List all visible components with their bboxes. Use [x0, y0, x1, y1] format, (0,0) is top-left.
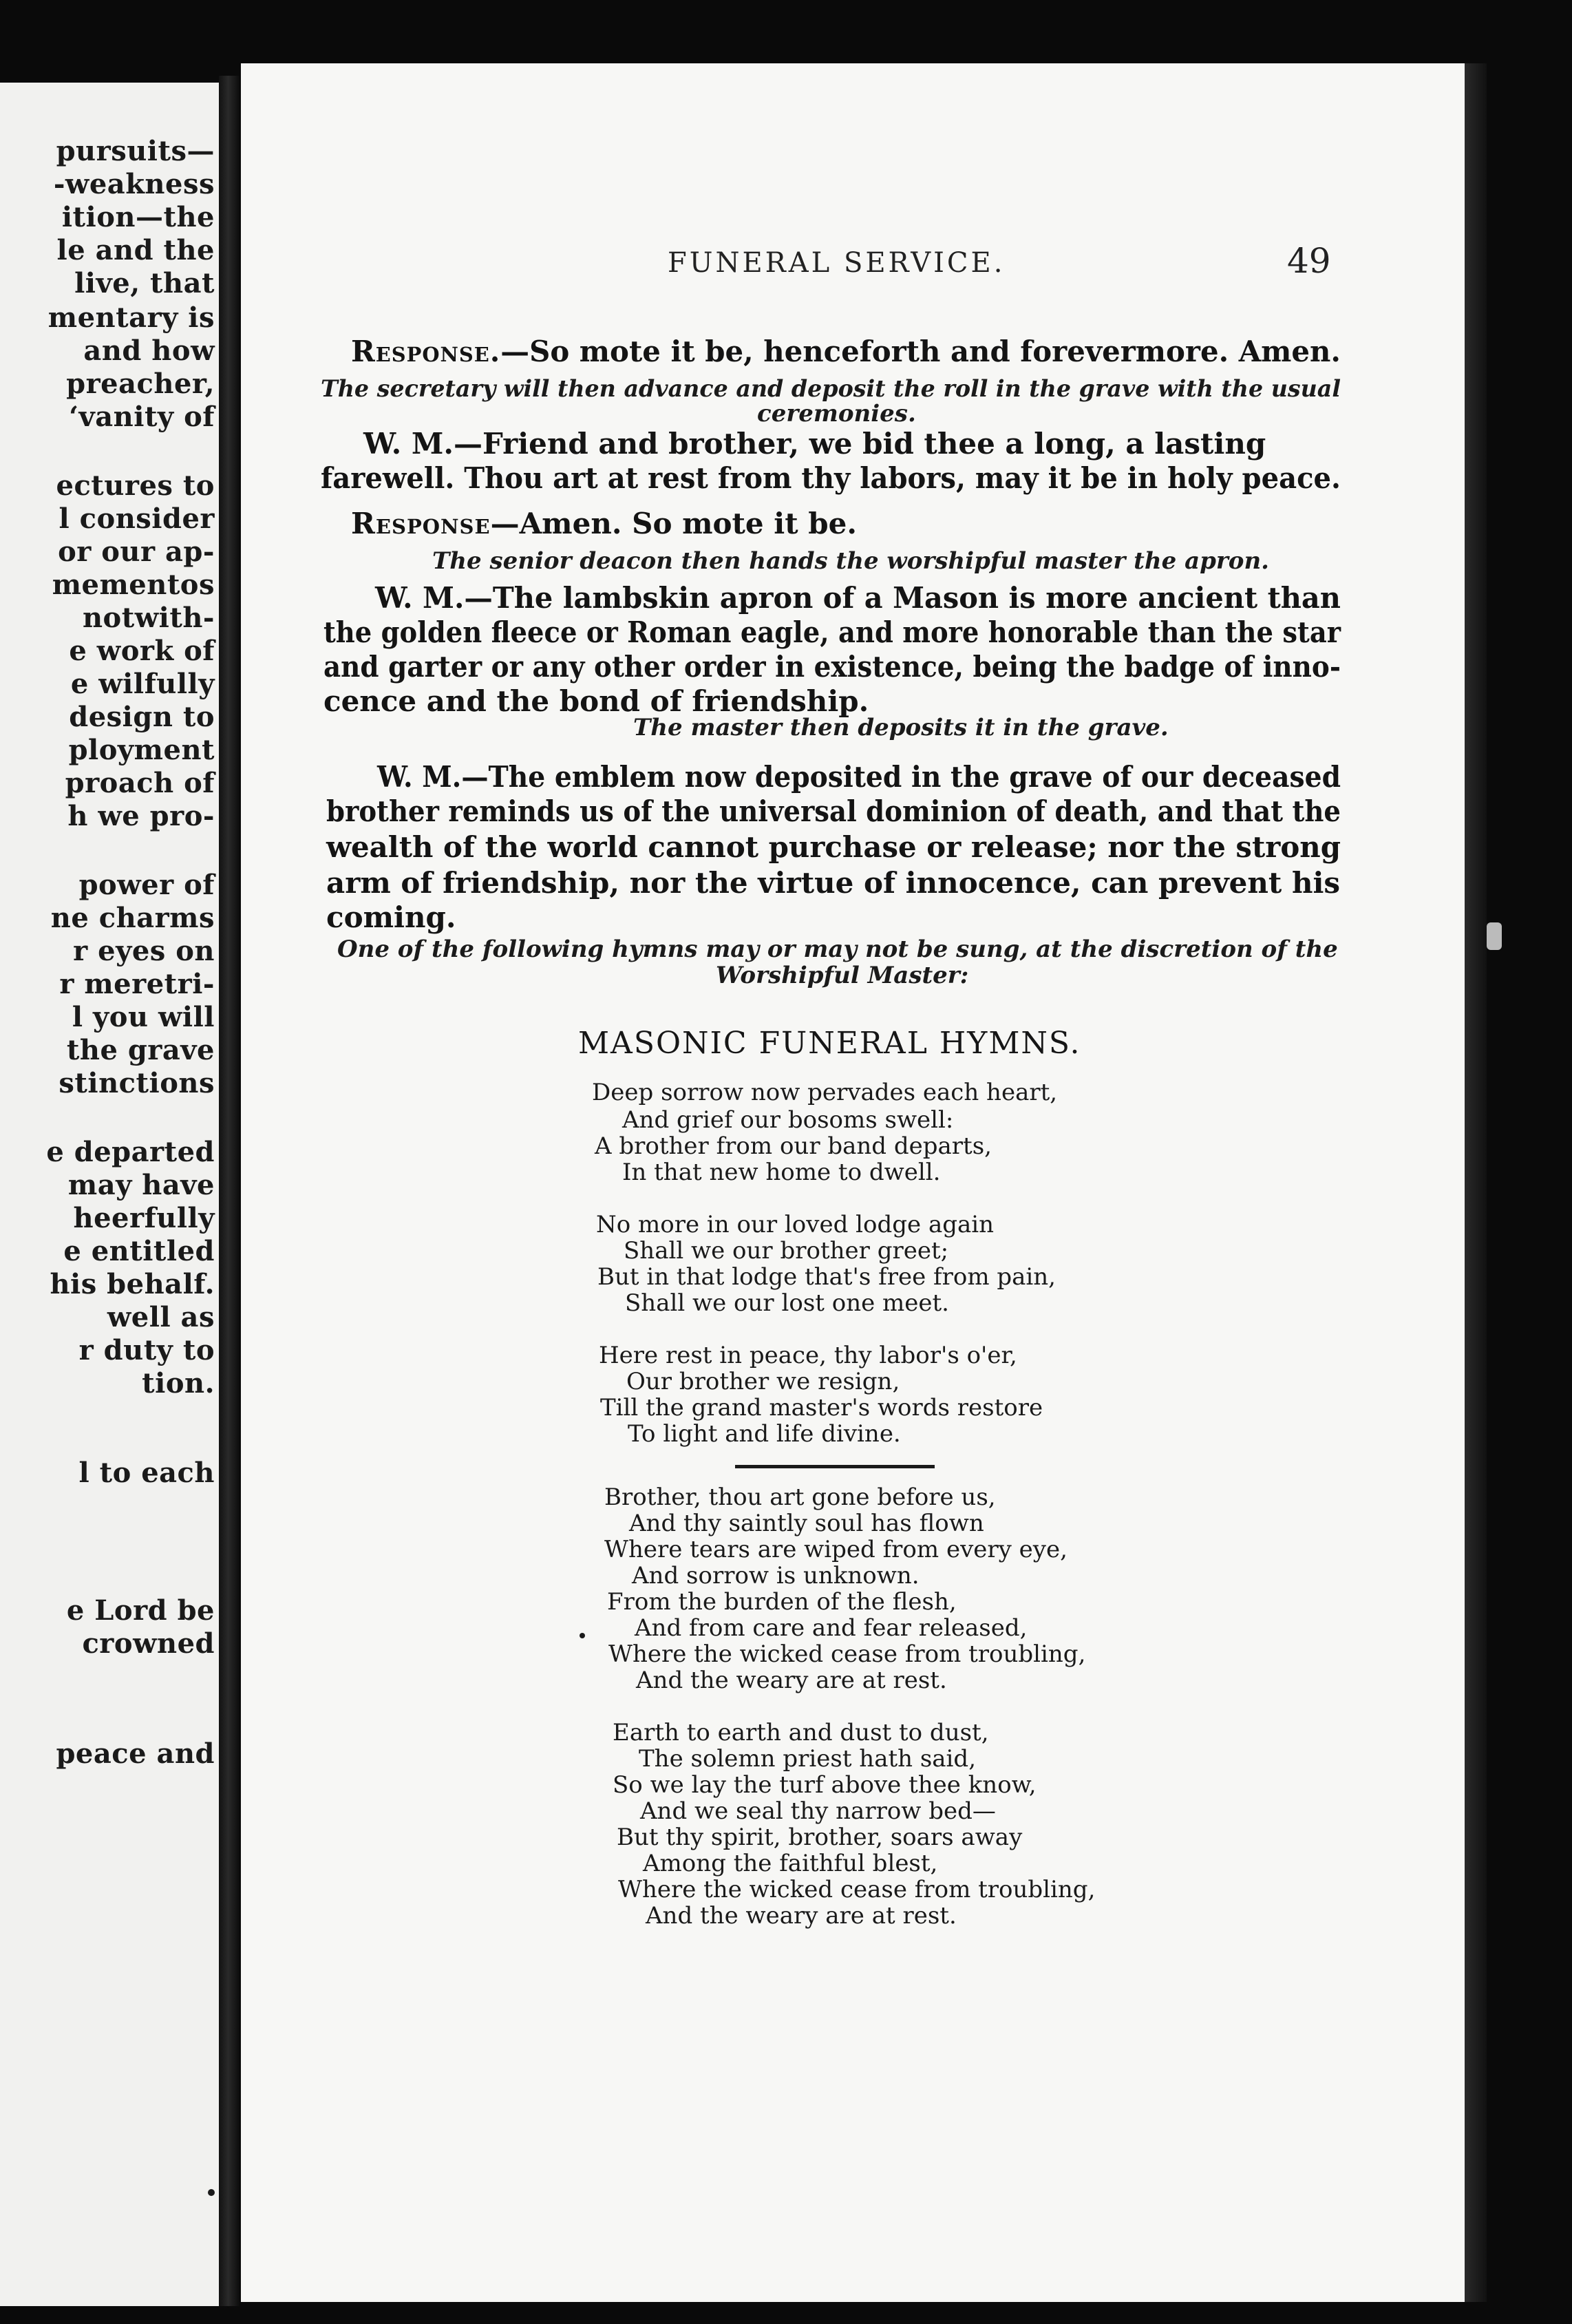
left-page-line: mentary is [47, 302, 215, 334]
stage-direction: Worshipful Master: [716, 962, 969, 989]
left-page-line: ition—the [61, 201, 215, 233]
hymn-line: Where the wicked cease from troubling, [608, 1640, 1086, 1668]
hymn-line: And the weary are at rest. [646, 1902, 957, 1930]
left-page-line: pursuits— [56, 135, 215, 167]
hymn-line: A brother from our band departs, [595, 1132, 992, 1160]
left-page-line: peace and [56, 1737, 215, 1770]
left-page-line: mementos [52, 569, 215, 601]
section-rule [735, 1465, 935, 1468]
hymn-line: Deep sorrow now pervades each heart, [592, 1079, 1058, 1106]
left-page-line: e Lord be [66, 1594, 215, 1627]
left-page-line: r duty to [78, 1334, 215, 1366]
worshipful-master-speech: and garter or any other order in existence, being the badge of inno- [323, 650, 1341, 684]
left-page-line: or our ap- [58, 536, 215, 568]
left-page-line: design to [69, 701, 215, 733]
left-page-line: his behalf. [50, 1268, 215, 1300]
left-page-line: tion. [142, 1367, 215, 1399]
left-page-line: ectures to [56, 469, 215, 502]
hymn-line: And grief our bosoms swell: [622, 1106, 954, 1134]
left-page-line: notwith- [82, 602, 215, 634]
response-text: —So mote it be, henceforth and forevermore. Amen. [500, 335, 1341, 368]
left-page-line: e entitled [63, 1235, 215, 1267]
left-page-line: h we pro- [67, 800, 215, 832]
left-page-line: -weakness [53, 168, 215, 200]
left-page-line: power of [78, 869, 215, 901]
hymn-line: And from care and fear released, [635, 1614, 1028, 1642]
response-label: Response. [351, 335, 501, 368]
left-page-line: preacher, [66, 368, 215, 400]
stage-direction: One of the following hymns may or may not be sung, at the discretion of the [337, 936, 1338, 963]
scan-speck [580, 1633, 585, 1638]
left-page-line: ne charms [50, 902, 215, 934]
worshipful-master-speech: W. M.—The emblem now deposited in the grave of our deceased [377, 760, 1341, 794]
hymn-line: The solemn priest hath said, [639, 1745, 976, 1773]
left-page-line: r meretri- [59, 968, 215, 1000]
hymn-line: From the burden of the flesh, [607, 1588, 957, 1616]
stage-direction: The senior deacon then hands the worshipful master the apron. [432, 547, 1270, 575]
worshipful-master-speech: W. M.—Friend and brother, we bid thee a long, a lasting [363, 427, 1266, 461]
left-page-line: e departed [46, 1136, 215, 1168]
hymn-line: Where tears are wiped from every eye, [604, 1536, 1068, 1563]
response-label: Response [351, 507, 491, 540]
hymn-line: And we seal thy narrow bed— [640, 1797, 996, 1825]
hymns-heading: MASONIC FUNERAL HYMNS. [578, 1026, 1081, 1061]
hymn-line: Among the faithful blest, [643, 1850, 938, 1877]
left-page-line: proach of [65, 767, 215, 799]
worshipful-master-speech: W. M.—The lambskin apron of a Mason is more ancient than [375, 581, 1341, 615]
hymn-line: But in that lodge that's free from pain, [597, 1263, 1056, 1291]
book-gutter [219, 76, 240, 2306]
page-number: 49 [1287, 241, 1331, 281]
page-edge-shadow [1465, 63, 1487, 2302]
left-page-line: heerfully [73, 1202, 215, 1234]
left-page-line: e wilfully [70, 668, 215, 700]
left-page-line: the grave [66, 1034, 215, 1066]
left-page-line: ployment [68, 734, 215, 766]
hymn-line: No more in our loved lodge again [596, 1211, 995, 1238]
hymn-line: Our brother we resign, [626, 1368, 900, 1395]
response-text: —Amen. So mote it be. [490, 507, 857, 540]
left-page-line: stinctions [59, 1067, 215, 1099]
left-page-line: crowned [82, 1627, 215, 1660]
worshipful-master-speech: arm of friendship, nor the virtue of innocence, can prevent his [326, 866, 1341, 900]
response-paragraph-2 [351, 509, 857, 538]
hymn-line: Brother, thou art gone before us, [604, 1483, 996, 1511]
left-page-line: ‘vanity of [69, 401, 215, 433]
left-page-line: l consider [59, 503, 215, 535]
scan-speck [208, 2189, 215, 2196]
left-page-line: le and the [56, 234, 215, 266]
running-head: FUNERAL SERVICE. [668, 247, 1006, 279]
hymn-line: And sorrow is unknown. [632, 1562, 920, 1589]
hymn-line: Shall we our brother greet; [624, 1237, 949, 1265]
hymn-line: Here rest in peace, thy labor's o'er, [599, 1342, 1017, 1369]
left-page-line: live, that [74, 267, 215, 299]
left-page-line: r eyes on [73, 935, 215, 967]
stage-direction: ceremonies. [757, 400, 916, 427]
hymn-line: Earth to earth and dust to dust, [613, 1719, 989, 1746]
hymn-line: But thy spirit, brother, soars away [617, 1824, 1023, 1851]
left-page-line: well as [107, 1301, 215, 1333]
hymn-line: Where the wicked cease from troubling, [618, 1876, 1096, 1903]
hymn-line: To light and life divine. [628, 1420, 901, 1448]
left-page-line: may have [67, 1169, 215, 1201]
left-page-line: l you will [72, 1001, 215, 1033]
left-page-line: e work of [69, 635, 215, 667]
worshipful-master-speech: farewell. Thou art at rest from thy labors, may it be in holy peace. [321, 461, 1341, 495]
hymn-line: Till the grand master's words restore [600, 1394, 1043, 1422]
page-edge-mark [1487, 922, 1502, 950]
stage-direction: The secretary will then advance and deposit the roll in the grave with the usual [321, 375, 1341, 403]
worshipful-master-speech: brother reminds us of the universal dominion of death, and that the [326, 794, 1341, 828]
hymn-line: In that new home to dwell. [622, 1159, 941, 1186]
response-paragraph-1 [351, 337, 1341, 366]
hymn-line: And thy saintly soul has flown [629, 1510, 984, 1537]
worshipful-master-speech: wealth of the world cannot purchase or release; nor the strong [326, 830, 1341, 864]
hymn-line: And the weary are at rest. [636, 1667, 947, 1694]
stage-direction: The master then deposits it in the grave. [633, 714, 1169, 741]
left-page-line: and how [83, 335, 215, 367]
left-facing-page [0, 83, 219, 2306]
worshipful-master-speech: coming. [326, 900, 456, 934]
hymn-line: So we lay the turf above thee know, [613, 1771, 1037, 1799]
hymn-line: Shall we our lost one meet. [625, 1289, 949, 1317]
worshipful-master-speech: cence and the bond of friendship. [323, 684, 869, 718]
left-page-line: l to each [78, 1457, 215, 1489]
worshipful-master-speech: the golden fleece or Roman eagle, and more honorable than the star [323, 615, 1341, 649]
